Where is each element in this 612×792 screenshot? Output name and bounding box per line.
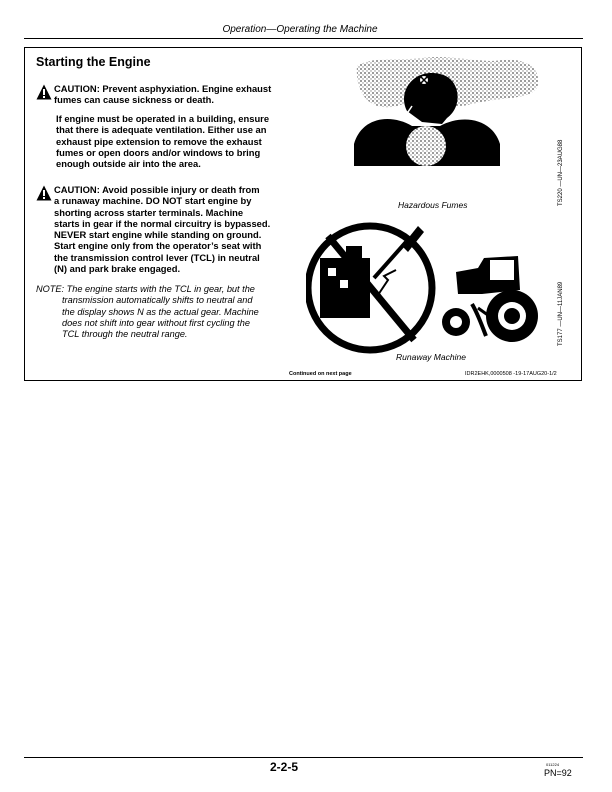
caution-line: Start engine only from the operator’s seat with — [54, 240, 262, 252]
caution-line: CAUTION: Avoid possible injury or death from — [54, 184, 260, 195]
pn-number: PN=92 — [544, 768, 572, 778]
note-line: TCL through the neutral range. — [62, 329, 188, 340]
page-number: 2-2-5 — [270, 760, 299, 774]
ventilation-paragraph — [56, 113, 269, 169]
paragraph-line: exhaust pipe extension to remove the exhaust — [56, 135, 262, 147]
caution-line: shorting across starter terminals. Machine — [54, 206, 244, 218]
paragraph-line: enough outside air into the area. — [56, 158, 201, 170]
fumes-figure-id: TS220 —UN—23AUG88 — [558, 139, 564, 206]
section-title: Starting the Engine — [36, 55, 151, 69]
caution-line: (N) and park brake engaged. — [54, 263, 181, 275]
note-line: transmission automatically shifts to neutral and — [62, 295, 253, 306]
warning-triangle-icon — [36, 185, 52, 201]
paragraph-line: fumes or open doors and/or windows to bring — [56, 146, 261, 158]
note-line: the display shows N as the actual gear. Machine — [62, 306, 259, 317]
header-rule — [24, 38, 583, 39]
page-header-title: Operation—Operating the Machine — [222, 24, 378, 35]
runaway-machine-illustration — [306, 218, 542, 356]
warning-triangle-icon — [36, 84, 52, 100]
caution-line: starts in gear if the normal circuitry is bypassed. — [54, 217, 271, 229]
caution-line: the transmission control lever (TCL) in neutral — [54, 251, 260, 263]
document-reference: IDR2EHK,0000508 -19-17AUG20-1/2 — [465, 371, 557, 377]
runaway-caption: Runaway Machine — [396, 352, 466, 362]
footer-rule — [24, 757, 583, 758]
footer-code: 011224 — [546, 762, 560, 767]
fumes-caption: Hazardous Fumes — [398, 200, 468, 210]
caution-line: fumes can cause sickness or death. — [54, 94, 214, 106]
continued-notice: Continued on next page — [289, 371, 352, 377]
caution-asphyxiation — [36, 83, 271, 106]
caution-line: NEVER start engine while standing on ground. — [54, 229, 262, 241]
caution-line: a runaway machine. DO NOT start engine by — [54, 195, 252, 207]
caution-line: CAUTION: Prevent asphyxiation. Engine exhaust — [54, 83, 272, 94]
note-line: does not shift into gear without first cycling the — [62, 317, 250, 328]
hazardous-fumes-illustration — [352, 56, 542, 206]
note-paragraph — [36, 284, 296, 340]
paragraph-line: that there is adequate ventilation. Either use an — [56, 124, 267, 136]
note-line: NOTE: The engine starts with the TCL in gear, but the — [36, 284, 255, 294]
runaway-figure-id: TS177 —UN—11JAN89 — [558, 281, 564, 346]
paragraph-line: If engine must be operated in a building, ensure — [56, 113, 270, 124]
caution-runaway — [36, 184, 270, 274]
